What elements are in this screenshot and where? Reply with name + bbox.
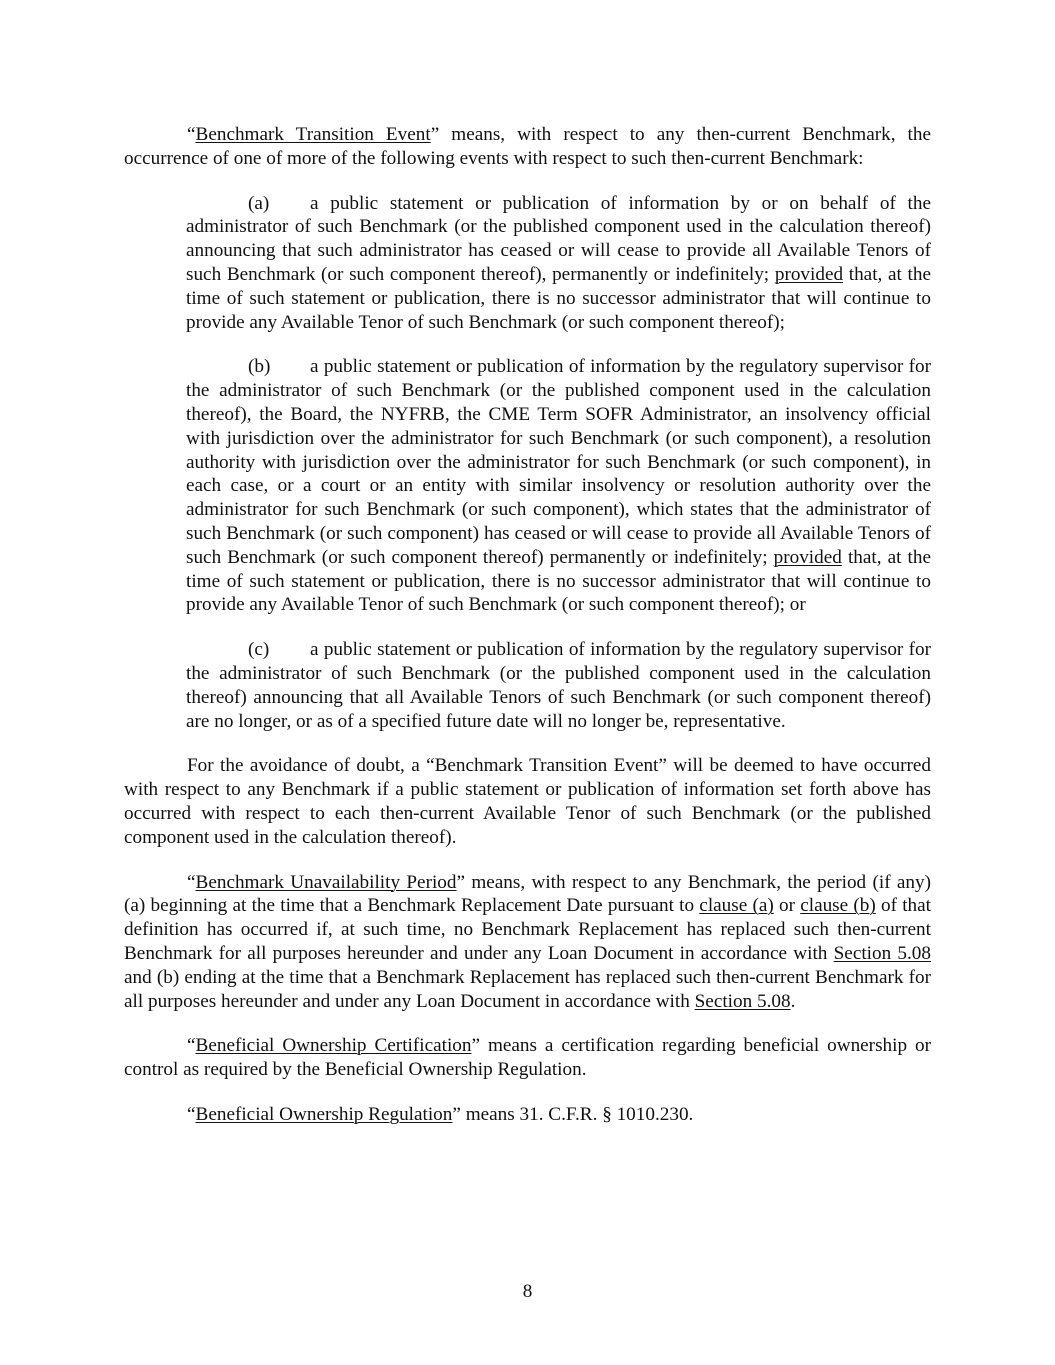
clause-text: a public statement or publication of information by the regulatory supervisor for the administrator of such Benchmark (or the published component used in the calculation thereof) announcing that all Available Tenors of such Benchmark (or such component thereof) are no longer, or as of a specified future date will no longer be, representative.	[186, 639, 931, 732]
clause-text: that, at the time of such statement or publication, there is no successor administrator that will continue to provide any Available Tenor of such Benchmark (or such component thereof);	[186, 263, 931, 333]
defined-term: Beneficial Ownership Regulation	[195, 1103, 453, 1125]
clause-text: a public statement or publication of information by the regulatory supervisor for the administrator of such Benchmark (or the published component used in the calculation thereof), the Board, the NYFRB, the CME Term SOFR Administrator, an insolvency official with jurisdiction over the administrator for such Benchmark (or such component), a resolution authority with jurisdiction over the administrator for such Benchmark (or such component), in each case, or a court or an entity with similar insolvency or resolution authority over the administrator for such Benchmark (or such component), which states that the administrator of such Benchmark (or such component) has ceased or will cease to provide all Available Tenors of such Benchmark (or such component thereof) permanently or indefinitely;	[186, 356, 931, 568]
benchmark-unavailability-period-definition	[124, 871, 931, 1014]
section-reference: Section 5.08	[833, 942, 931, 964]
defined-term: Beneficial Ownership Certification	[195, 1035, 472, 1057]
definition-text: and (b) ending at the time that a Benchmark Replacement has replaced such then-current Benchmark for all purposes hereunder and under any Loan Document in accordance with	[124, 966, 931, 1012]
beneficial-ownership-certification-definition	[124, 1034, 931, 1082]
defined-term: Benchmark Unavailability Period	[195, 871, 457, 893]
clause-b	[186, 355, 931, 617]
provided-term: provided	[773, 546, 842, 568]
open-quote: “	[187, 871, 196, 893]
clause-text: that, at the time of such statement or publication, there is no successor administrator that will continue to provide any Available Tenor of such Benchmark (or such component thereof); or	[186, 546, 931, 616]
clause-b-reference: clause (b)	[800, 895, 876, 917]
beneficial-ownership-regulation-definition	[124, 1103, 931, 1127]
clause-a-reference: clause (a)	[699, 895, 774, 917]
page-number: 8	[522, 1281, 533, 1302]
document-body	[124, 123, 931, 1148]
clause-label: (b)	[248, 356, 271, 378]
clause-label: (c)	[248, 639, 270, 661]
open-quote: “	[187, 1035, 196, 1057]
definition-text: ” means 31. C.F.R. § 1010.230.	[452, 1103, 694, 1125]
definition-text: of that definition has occurred if, at such time, no Benchmark Replacement has replaced such then-current Benchmark for all purposes hereunder and under any Loan Document in accordance with	[124, 895, 931, 964]
clause-label: (a)	[248, 192, 270, 214]
section-reference: Section 5.08	[694, 990, 791, 1012]
open-quote: “	[187, 124, 196, 145]
open-quote: “	[187, 1103, 196, 1125]
definition-text: ” means, with respect to any Benchmark, the period (if any) (a) beginning at the time that a Benchmark Replacement Date pursuant to	[124, 871, 931, 917]
definition-text: or	[773, 895, 801, 917]
definition-text: ” means, with respect to any then-current Benchmark, the occurrence of one of more of the following events with respect to such then-current Benchmark:	[124, 124, 932, 169]
defined-term: Benchmark Transition Event	[195, 124, 431, 145]
definition-text: .	[790, 990, 796, 1012]
avoidance-of-doubt-paragraph: For the avoidance of doubt, a “Benchmark Transition Event” will be deemed to have occurred with respect to any Benchmark if a public statement or publication of information set forth above has occurred with respect to each then-current Available Tenor of such Benchmark (or the published component used in the calculation thereof).	[124, 755, 931, 848]
clause-a	[186, 192, 931, 335]
definition-text: ” means a certification regarding beneficial ownership or control as required by the Beneficial Ownership Regulation.	[124, 1035, 931, 1081]
benchmark-transition-event-definition	[124, 123, 931, 171]
clause-text: a public statement or publication of information by or on behalf of the administrator of such Benchmark (or the published component used in the calculation thereof) announcing that such administrator has ceased or will cease to provide all Available Tenors of such Benchmark (or such component thereof), permanently or indefinitely;	[186, 192, 931, 285]
provided-term: provided	[774, 263, 844, 285]
clause-c	[186, 638, 931, 733]
